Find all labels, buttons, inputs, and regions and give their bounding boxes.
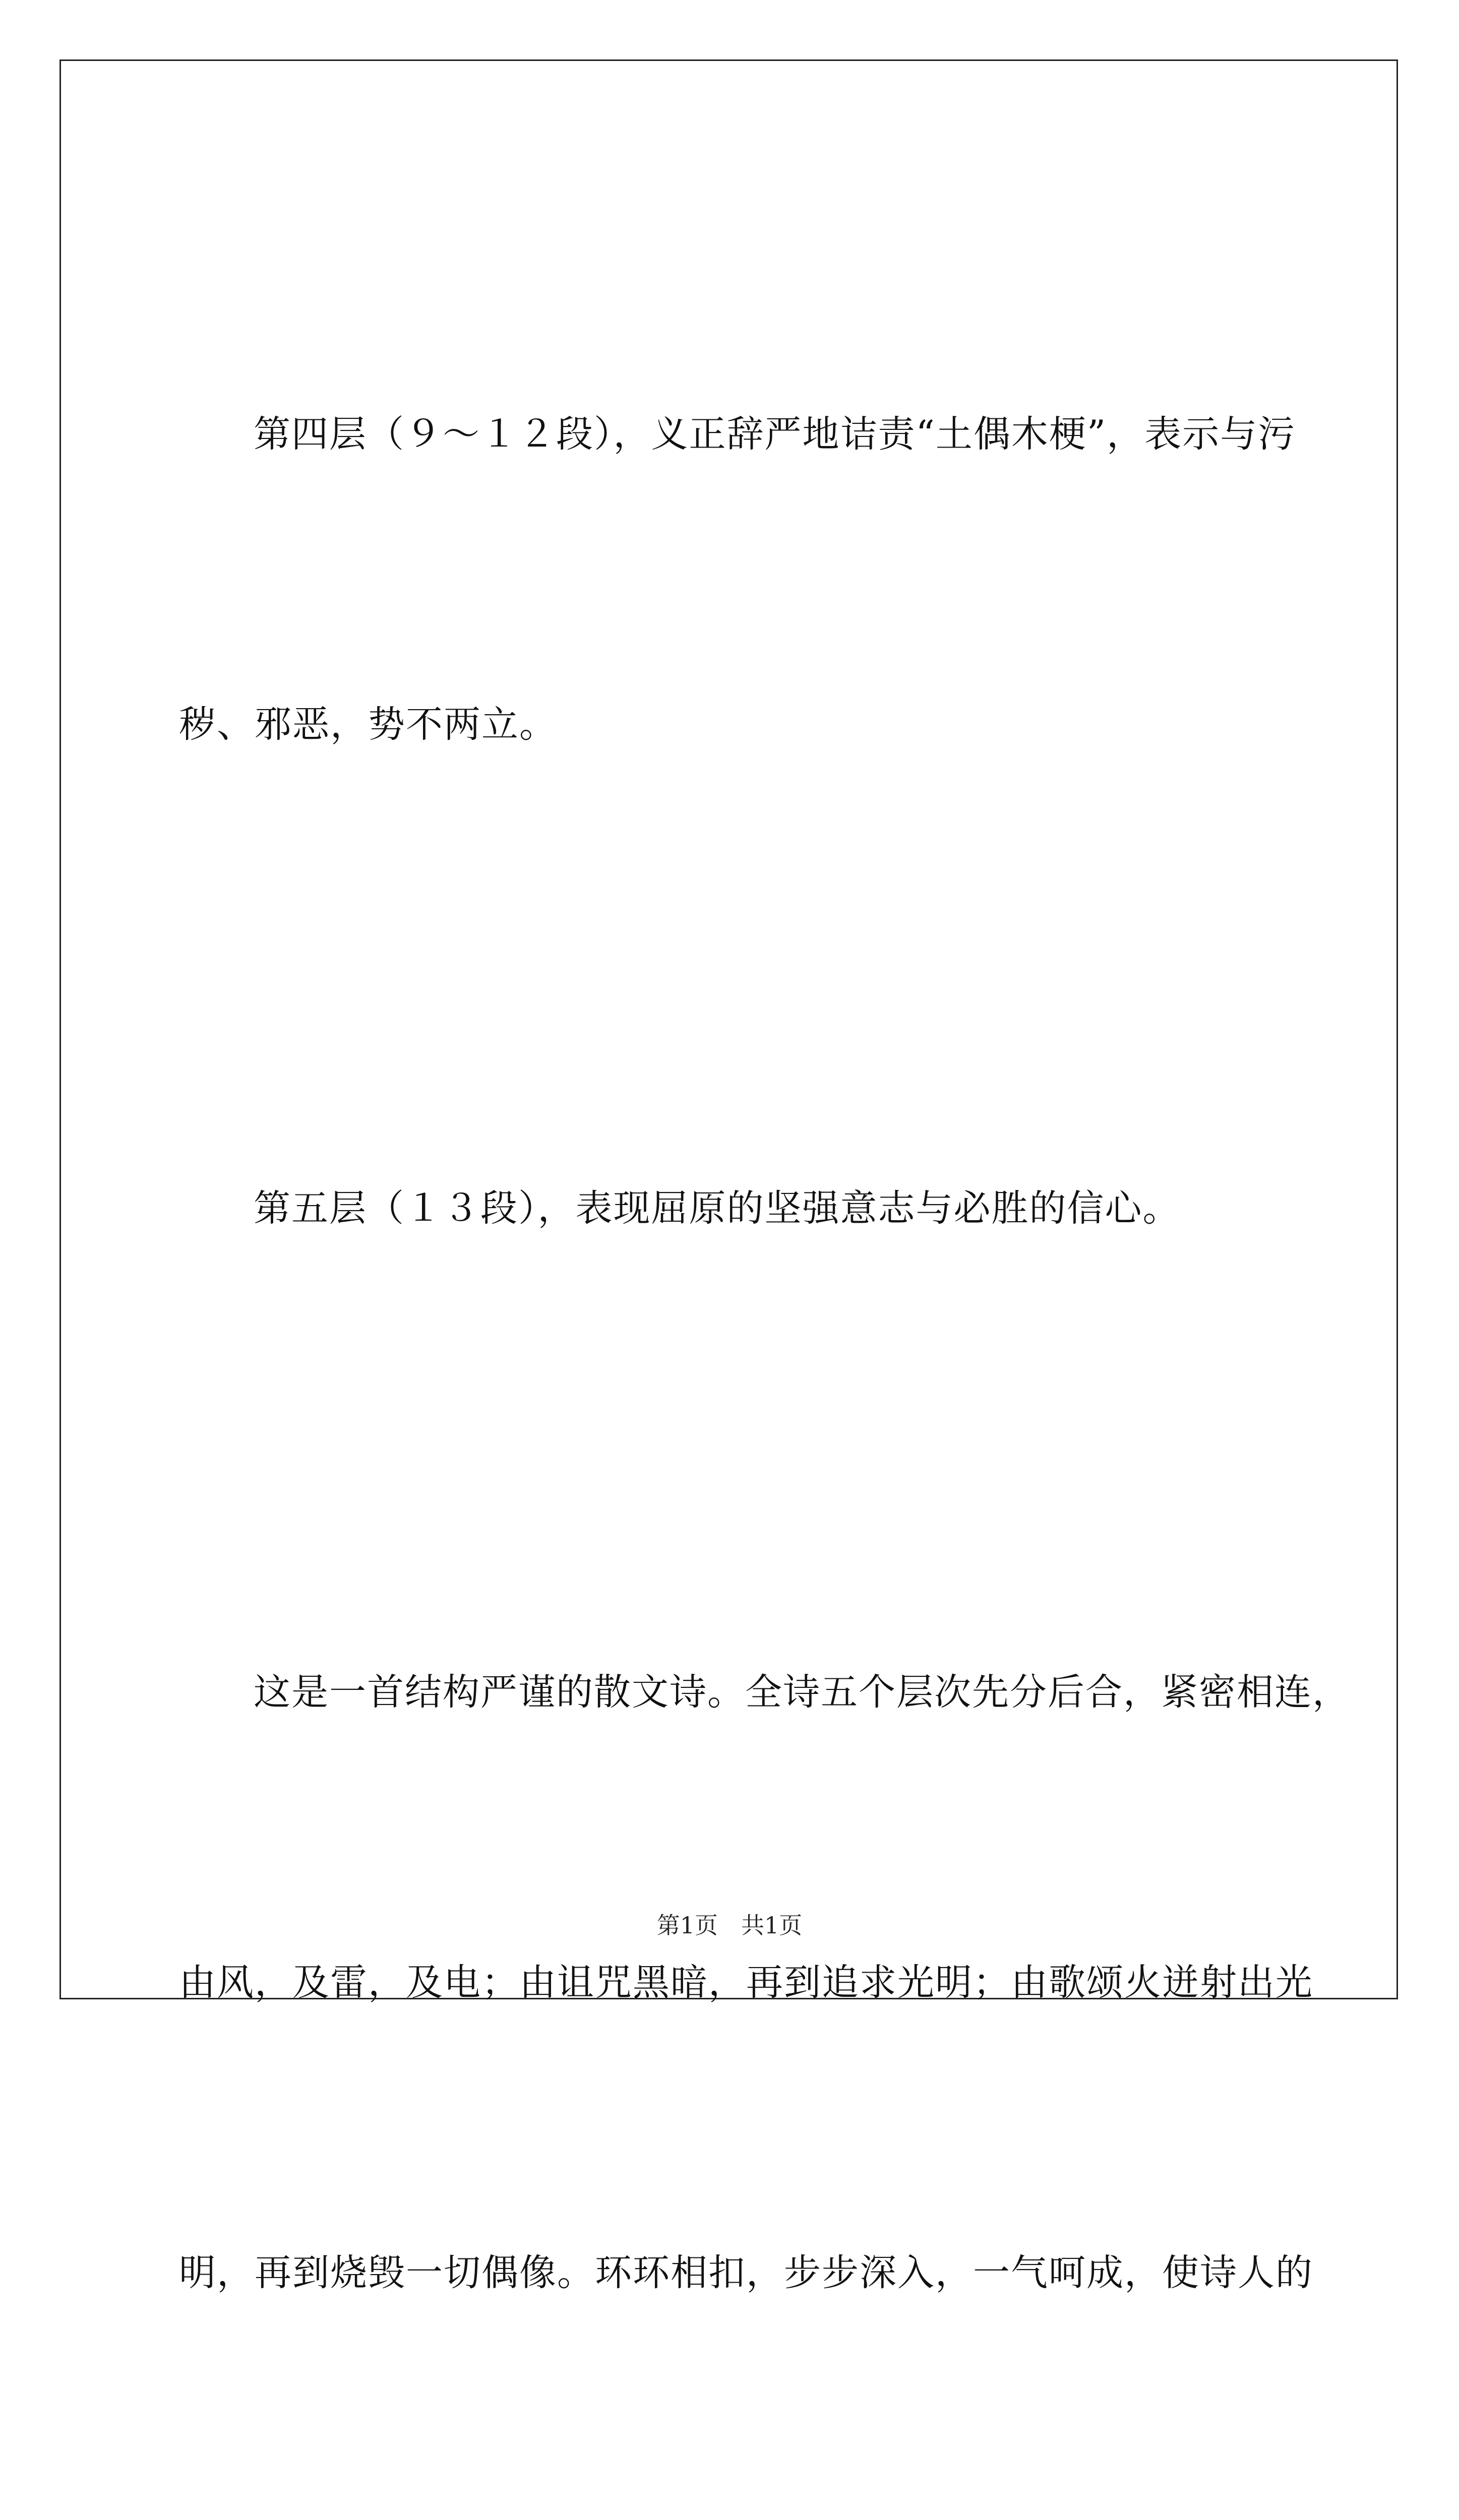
text-line: 秽、邪恶，势不两立。	[179, 703, 557, 746]
text-line: 由风，及雷，及电；由诅咒黑暗，再到追求光明；由歌颂火迸射出光	[179, 1961, 1313, 2004]
paragraph	[179, 967, 1278, 1451]
text-line: 第四层（９～１２段），义正辞严地诘责“土偶木梗”，表示与污	[254, 413, 1296, 456]
paragraph	[179, 1451, 1350, 2520]
document-body	[179, 193, 1350, 2520]
text-line: 第五层（１３段），表现屈原的坚强意志与必胜的信心。	[254, 1187, 1181, 1230]
paragraph	[179, 193, 1296, 967]
text-line: 明，再到烧毁一切偶像。环环相扣，步步深入，一气呵成，使诗人的	[179, 2251, 1313, 2294]
text-line	[179, 2515, 1278, 2520]
page-footer: 第1页 共1页	[656, 1912, 803, 1939]
text-line: 这是一首结构严谨的散文诗。全诗五个层次先分后合，紧密相连，	[254, 1671, 1350, 1714]
